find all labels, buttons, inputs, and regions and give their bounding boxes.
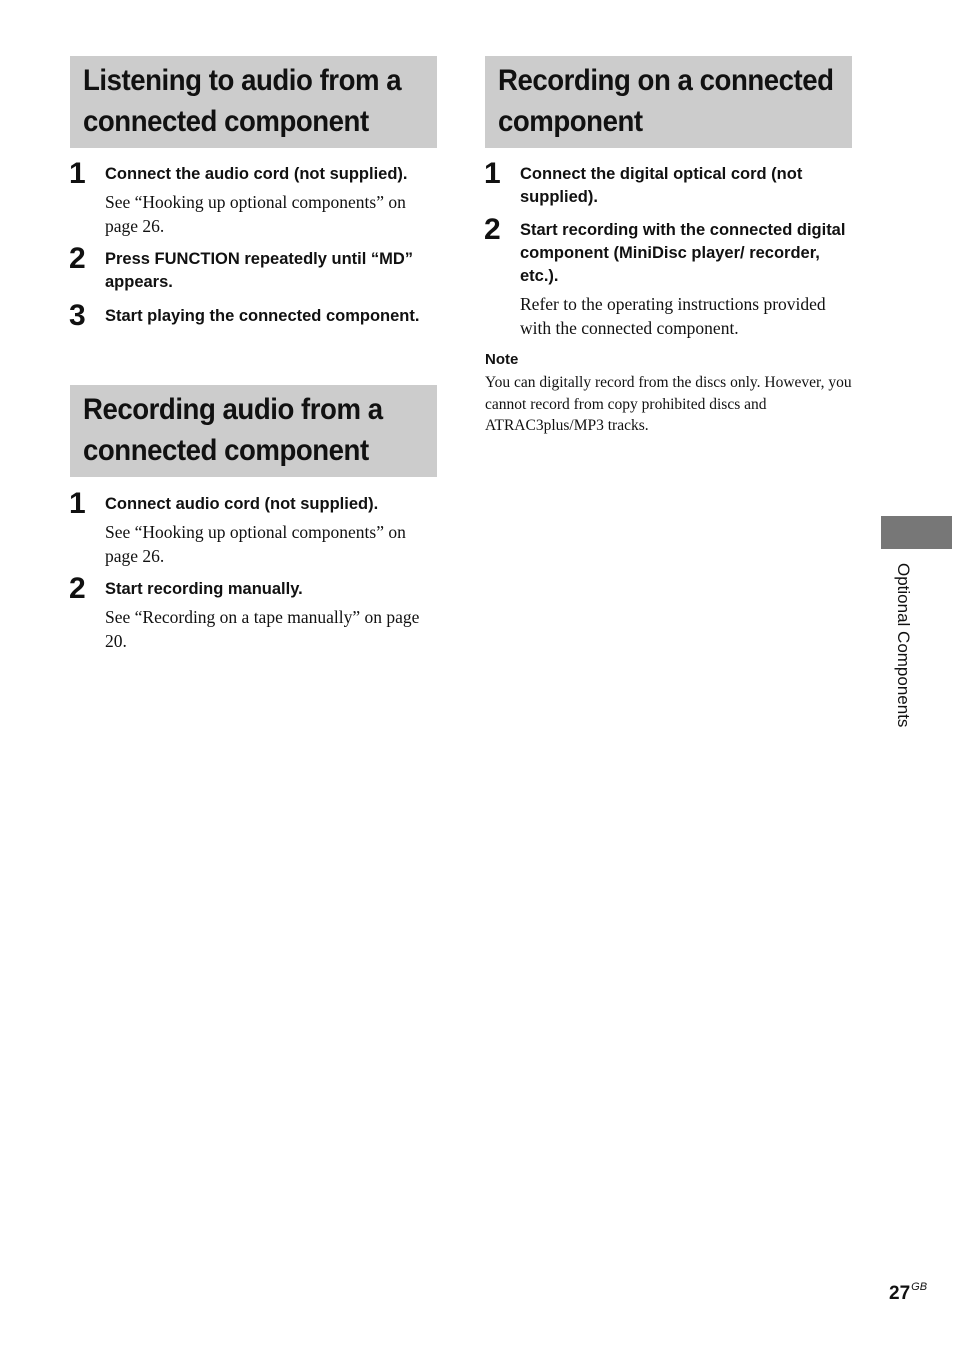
step-body: See “Hooking up optional components” on page 26.: [105, 522, 406, 566]
step-number: 2: [69, 572, 86, 605]
section-heading-recording-audio: [70, 385, 437, 477]
left-column: [70, 56, 437, 653]
step-title: Connect audio cord (not supplied).: [105, 495, 379, 513]
step-number: 1: [69, 157, 86, 190]
step-listening-1: [69, 157, 437, 238]
note-text: You can digitally record from the discs only. However, you cannot record from copy prohibited discs and ATRAC3plus/MP3 tracks.: [485, 374, 852, 434]
note-block: [485, 350, 852, 437]
step-number: 2: [484, 213, 501, 246]
step-recording-connected-2: [484, 213, 852, 340]
step-listening-3: [69, 299, 437, 332]
heading-line: connected component: [83, 434, 369, 467]
step-title: Connect the digital optical cord (not supplied).: [520, 165, 803, 206]
step-title: Start recording with the connected digital component (MiniDisc player/ recorder, etc.).: [520, 221, 846, 285]
step-body: Refer to the operating instructions provided with the connected component.: [520, 294, 826, 338]
step-listening-2: [69, 242, 437, 294]
heading-line: component: [498, 105, 643, 138]
heading-line: Listening to audio from a: [83, 64, 402, 97]
side-tab-label: [893, 563, 917, 783]
page-number: [889, 1283, 926, 1305]
step-number: 1: [484, 157, 501, 190]
section-heading-recording-connected: [485, 56, 852, 148]
heading-line: Recording on a connected: [498, 64, 834, 97]
step-recording-audio-1: [69, 487, 437, 568]
heading-line: Recording audio from a: [83, 393, 383, 426]
step-recording-connected-1: [484, 157, 852, 209]
step-body: See “Hooking up optional components” on page 26.: [105, 192, 406, 236]
page-number-suffix: GB: [911, 1281, 928, 1293]
side-tab-label-text: Optional Components: [894, 563, 913, 728]
step-number: 3: [69, 299, 86, 332]
step-title: Press FUNCTION repeatedly until “MD” appears.: [105, 250, 414, 291]
note-label: Note: [485, 351, 519, 368]
step-number: 2: [69, 242, 86, 275]
step-number: 1: [69, 487, 86, 520]
step-title: Start playing the connected component.: [105, 307, 420, 325]
step-title: Start recording manually.: [105, 580, 303, 598]
page-number-value: 27: [889, 1283, 911, 1304]
step-title: Connect the audio cord (not supplied).: [105, 165, 408, 183]
step-recording-audio-2: [69, 572, 437, 653]
side-tab-marker: [881, 516, 952, 549]
right-column: [485, 56, 852, 437]
step-body: See “Recording on a tape manually” on page 20.: [105, 607, 420, 651]
heading-line: connected component: [83, 105, 369, 138]
section-heading-listening: [70, 56, 437, 148]
